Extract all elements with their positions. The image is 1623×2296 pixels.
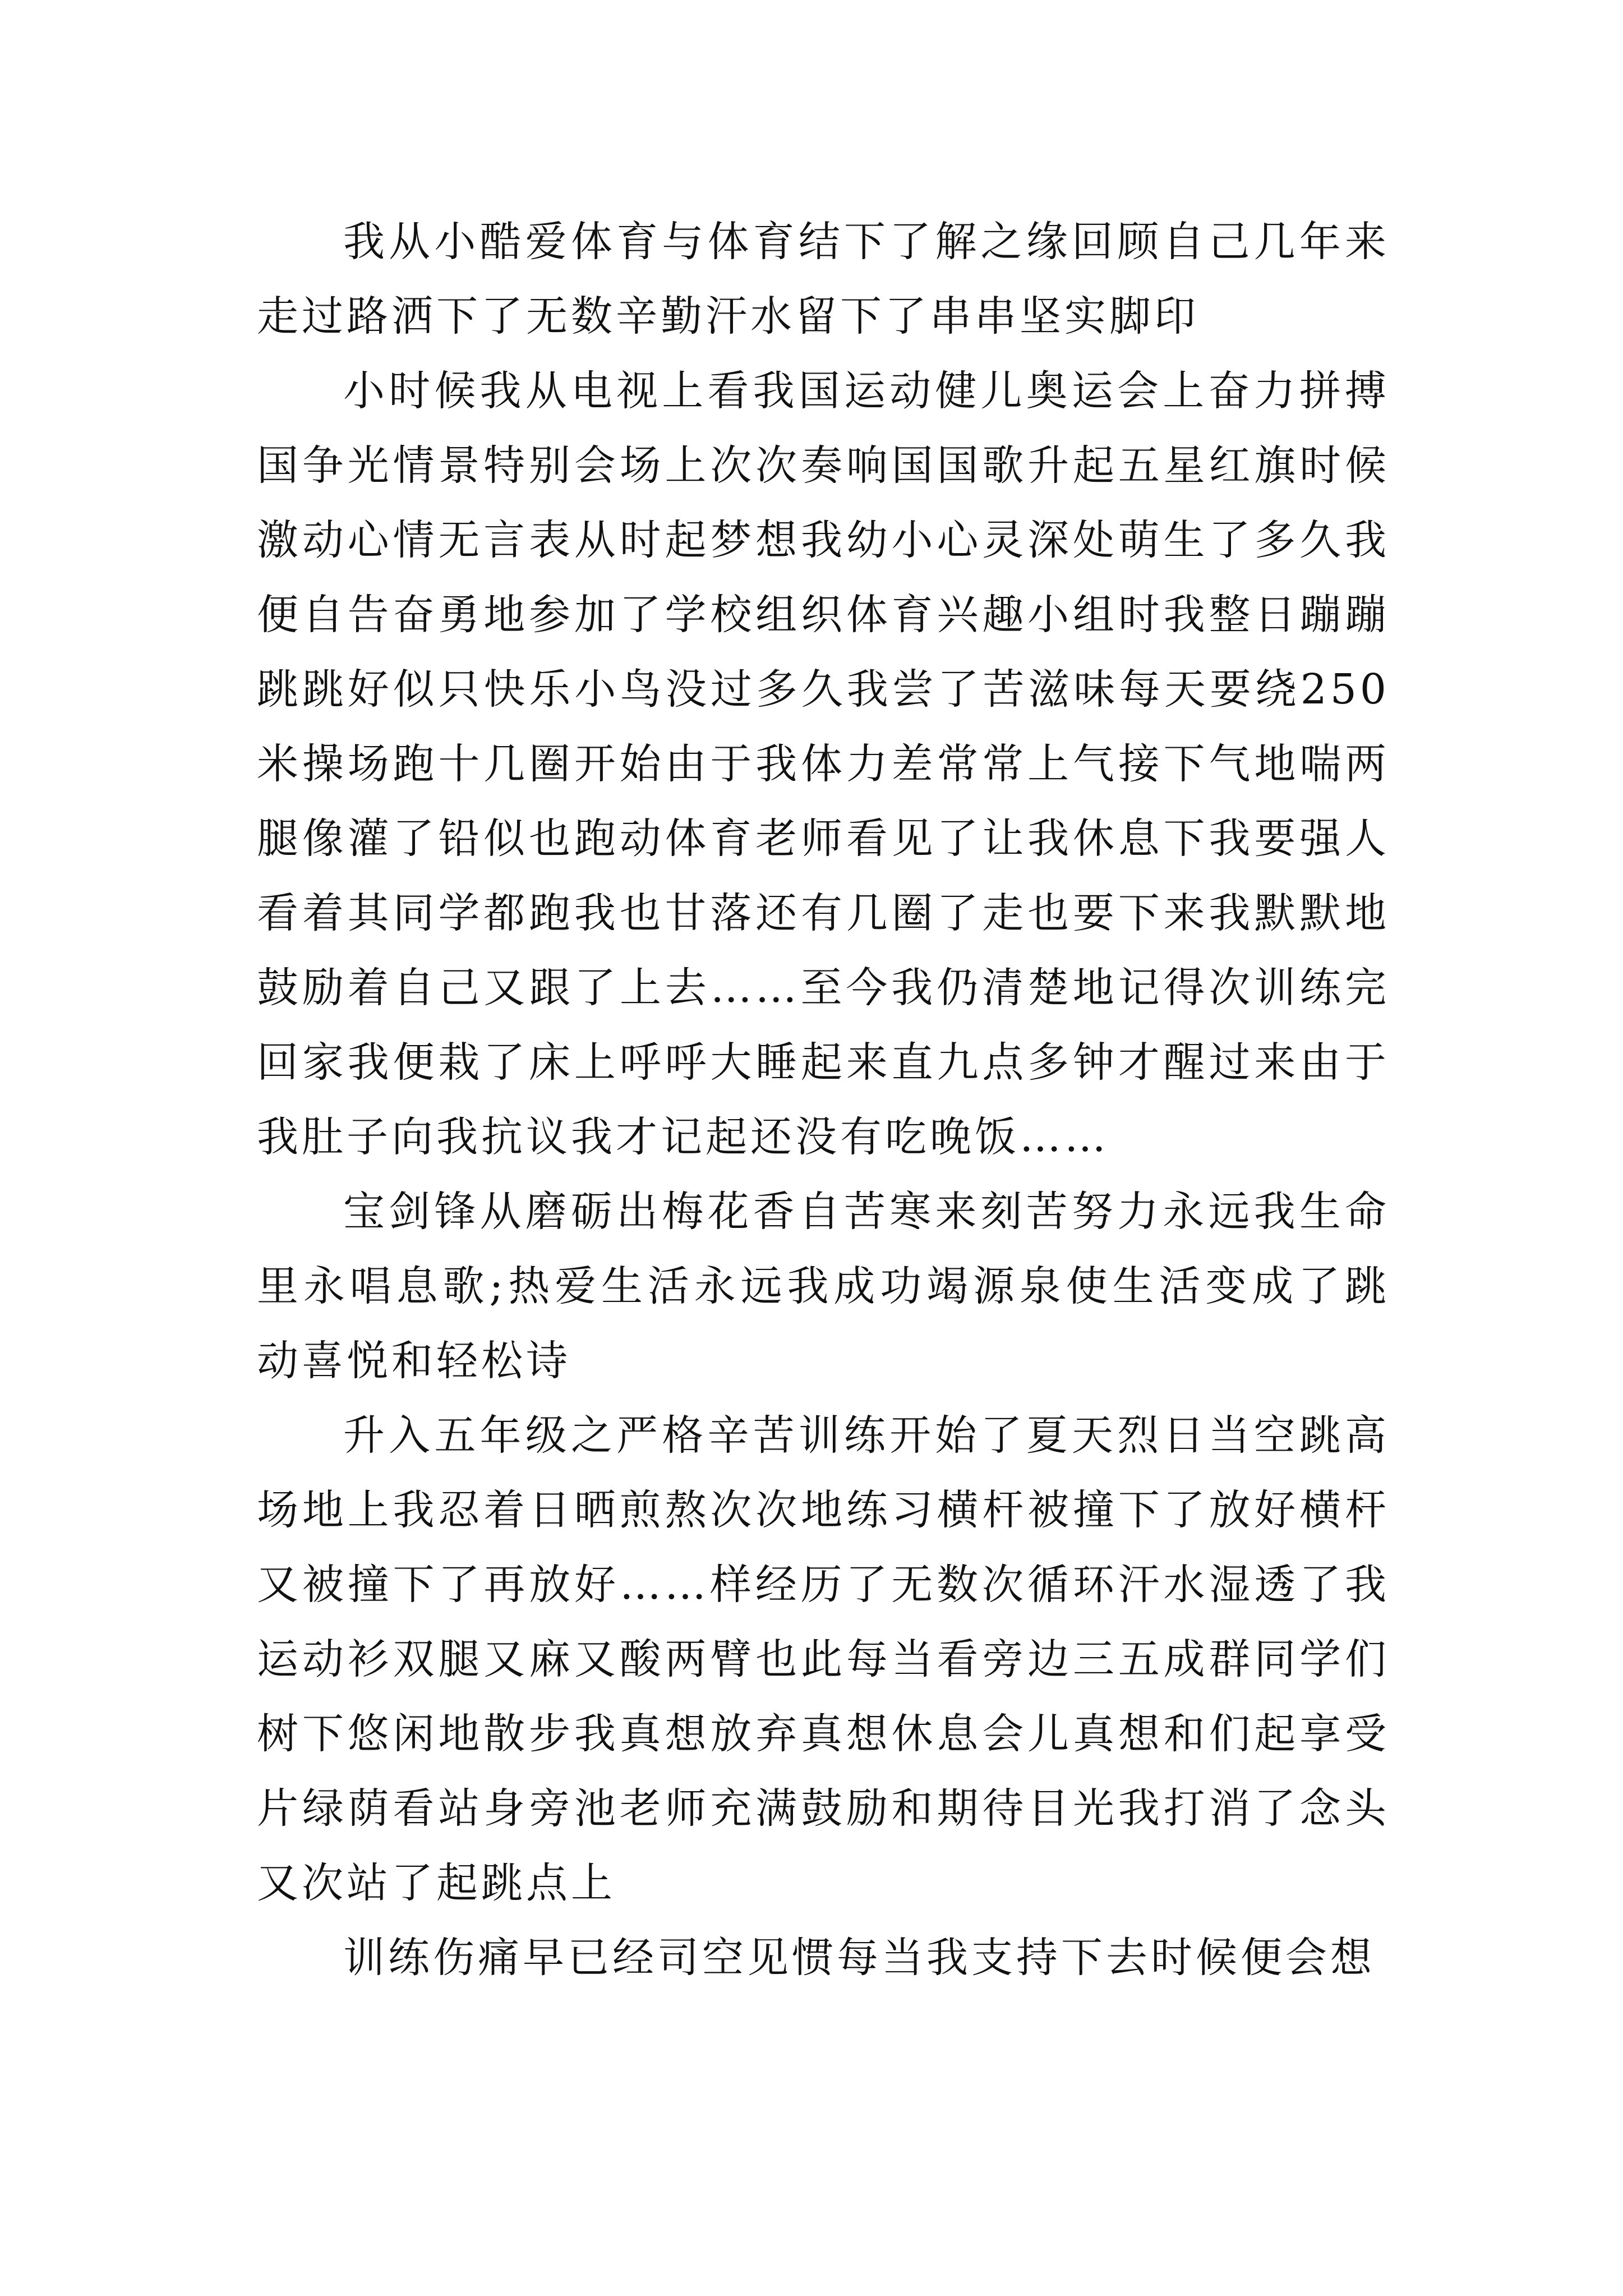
- paragraph-1: 我从小酷爱体育与体育结下了解之缘回顾自己几年来走过路洒下了无数辛勤汗水留下了串串坚实脚印: [257, 218, 1390, 341]
- paragraph-5: 训练伤痛早已经司空见惯每当我支持下去时候便会想: [343, 1934, 1375, 1982]
- paragraph-3: 宝剑锋从磨砺出梅花香自苦寒来刻苦努力永远我生命里永唱息歌;热爱生活永远我成功竭源泉使生活变成了跳动喜悦和轻松诗: [257, 1188, 1390, 1385]
- paragraph-4: 升入五年级之严格辛苦训练开始了夏天烈日当空跳高场地上我忍着日晒煎熬次次地练习横杆被撞下了放好横杆又被撞下了再放好……样经历了无数次循环汗水湿透了我运动衫双腿又麻又酸两臂也此每当看旁边三五成群同学们树下悠闲地散步我真想放弃真想休息会儿真想和们起享受片绿荫看站身旁池老师充满鼓励和期待目光我打消了念头又次站了起跳点上: [257, 1411, 1390, 1907]
- paragraph-2: 小时候我从电视上看我国运动健儿奥运会上奋力拼搏国争光情景特别会场上次次奏响国国歌升起五星红旗时候激动心情无言表从时起梦想我幼小心灵深处萌生了多久我便自告奋勇地参加了学校组织体育兴趣小组时我整日蹦蹦跳跳好似只快乐小鸟没过多久我尝了苦滋味每天要绕250米操场跑十几圈开始由于我体力差常常上气接下气地喘两腿像灌了铅似也跑动体育老师看见了让我休息下我要强人看着其同学都跑我也甘落还有几圈了走也要下来我默默地鼓励着自己又跟了上去……至今我仍清楚地记得次训练完回家我便栽了床上呼呼大睡起来直九点多钟才醒过来由于我肚子向我抗议我才记起还没有吃晚饭……: [257, 367, 1390, 1161]
- document-body: [257, 205, 1390, 1995]
